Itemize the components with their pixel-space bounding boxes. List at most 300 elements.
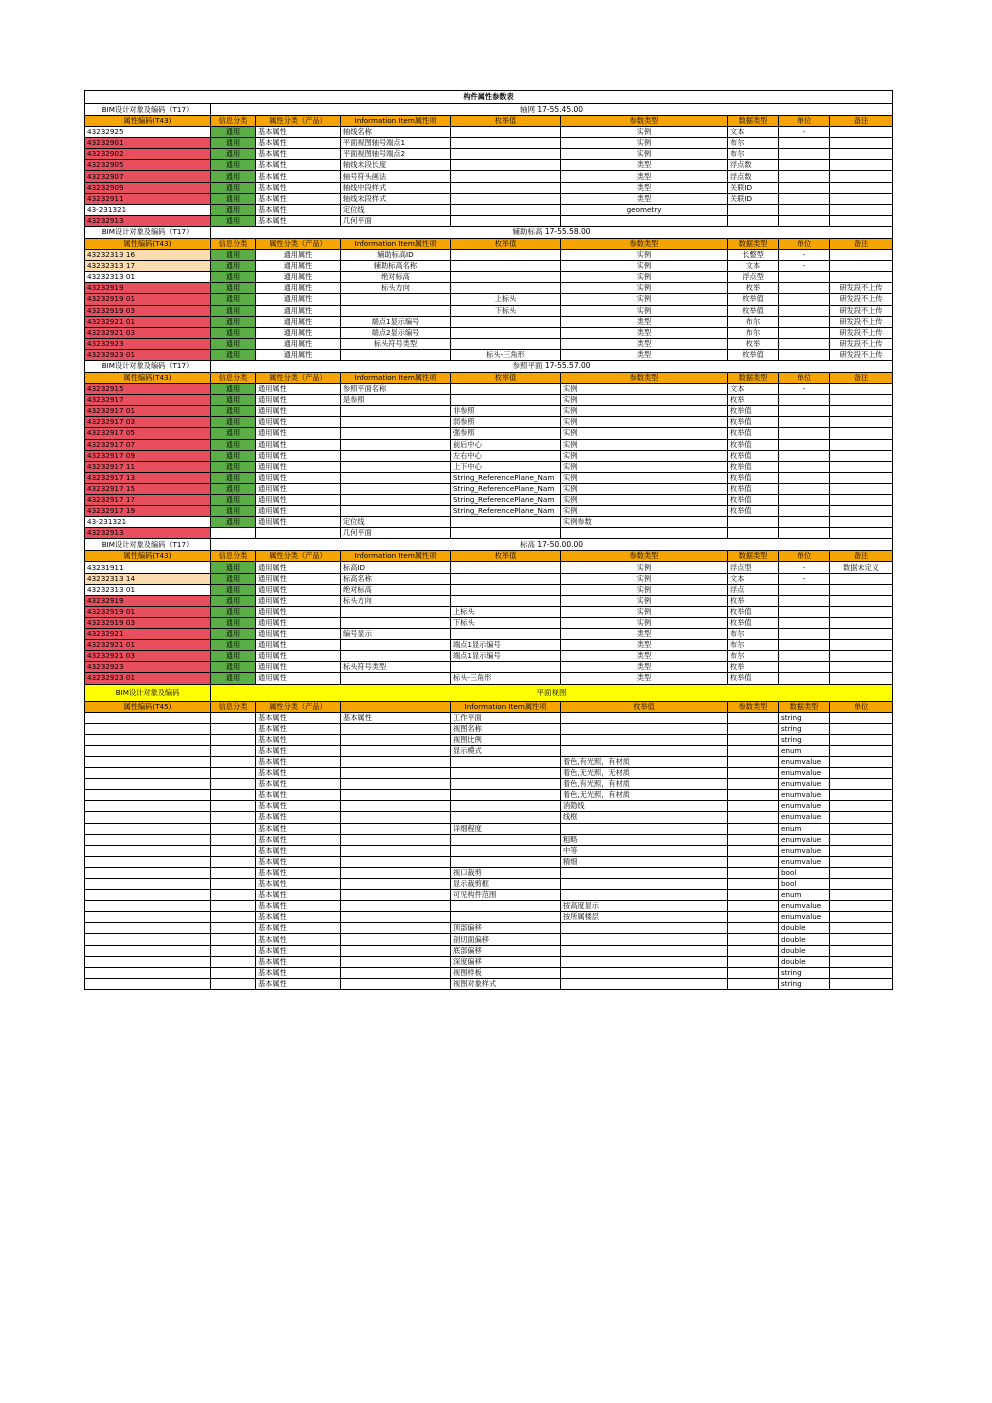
attribute-code: 43232901 [85, 138, 211, 149]
attribute-subcategory [341, 745, 451, 756]
data-type: bool [779, 879, 830, 890]
note [830, 417, 893, 428]
attribute-category: 基本属性 [256, 890, 341, 901]
param-type [728, 967, 779, 978]
attribute-category: 通用属性 [256, 673, 341, 684]
note: 研发段不上传 [830, 349, 893, 360]
table-row [85, 261, 893, 272]
enum-value: 下标头 [451, 305, 561, 316]
table-row [85, 483, 893, 494]
attribute-category: 基本属性 [256, 801, 341, 812]
enum-value [561, 745, 728, 756]
information-item [451, 856, 561, 867]
column-header: 属性分类（产品） [256, 551, 341, 562]
enum-value: 着色,无光照，有材质 [561, 790, 728, 801]
section-title-row [85, 360, 893, 372]
table-row [85, 215, 893, 226]
note [830, 149, 893, 160]
unit [779, 673, 830, 684]
table-row [85, 439, 893, 450]
information-item [341, 506, 451, 517]
param-type: 实例 [561, 428, 728, 439]
data-type: 关联ID [728, 193, 779, 204]
info-category [211, 756, 256, 767]
attribute-category: 基本属性 [256, 734, 341, 745]
column-header [341, 701, 451, 712]
param-type [728, 945, 779, 956]
info-category [211, 801, 256, 812]
info-category: 通用 [211, 461, 256, 472]
data-type: 枚举值 [728, 417, 779, 428]
column-header: Information Item属性项 [341, 238, 451, 249]
attribute-category: 基本属性 [256, 967, 341, 978]
attribute-subcategory [341, 856, 451, 867]
unit [779, 272, 830, 283]
info-category: 通用 [211, 406, 256, 417]
param-type [728, 912, 779, 923]
information-item: 底部偏移 [451, 945, 561, 956]
unit [779, 617, 830, 628]
attribute-category: 基本属性 [256, 193, 341, 204]
information-item [341, 450, 451, 461]
param-type: 类型 [561, 651, 728, 662]
attribute-category: 通用属性 [256, 384, 341, 395]
enum-value: 着色,有光照，有材质 [561, 756, 728, 767]
data-type: enumvalue [779, 901, 830, 912]
unit [830, 768, 893, 779]
info-category: 通用 [211, 495, 256, 506]
param-type: 实例 [561, 584, 728, 595]
param-type: 实例 [561, 294, 728, 305]
note [830, 182, 893, 193]
information-item: 是参照 [341, 395, 451, 406]
note [830, 428, 893, 439]
attribute-subcategory: 基本属性 [341, 712, 451, 723]
attribute-category: 基本属性 [256, 923, 341, 934]
table-row [85, 812, 893, 823]
table-row [85, 204, 893, 215]
enum-value [451, 261, 561, 272]
section-name: 参照平面 17-55.57.00 [211, 360, 893, 372]
attribute-code [85, 756, 211, 767]
attribute-code: 43232919 01 [85, 606, 211, 617]
column-header: 枚举值 [451, 551, 561, 562]
information-item [451, 834, 561, 845]
enum-value [451, 595, 561, 606]
enum-value [451, 528, 561, 539]
table-row [85, 349, 893, 360]
enum-value [561, 879, 728, 890]
info-category: 通用 [211, 417, 256, 428]
unit: - [779, 384, 830, 395]
unit [779, 215, 830, 226]
info-category: 通用 [211, 272, 256, 283]
unit [779, 138, 830, 149]
attribute-category: 基本属性 [256, 160, 341, 171]
param-type [561, 528, 728, 539]
info-category: 通用 [211, 439, 256, 450]
param-type [728, 867, 779, 878]
unit [779, 517, 830, 528]
attribute-subcategory [341, 923, 451, 934]
attribute-code [85, 890, 211, 901]
attribute-code: 43232913 [85, 215, 211, 226]
table-row [85, 327, 893, 338]
column-header: 数据类型 [728, 551, 779, 562]
note [830, 127, 893, 138]
information-item [451, 812, 561, 823]
table-row [85, 506, 893, 517]
info-category: 通用 [211, 149, 256, 160]
unit [779, 439, 830, 450]
attribute-category: 基本属性 [256, 978, 341, 989]
attribute-subcategory [341, 723, 451, 734]
unit [779, 506, 830, 517]
param-type: 实例 [561, 272, 728, 283]
attribute-category: 通用属性 [256, 573, 341, 584]
data-type: 布尔 [728, 149, 779, 160]
info-category [211, 790, 256, 801]
info-category [211, 812, 256, 823]
enum-value [451, 316, 561, 327]
unit: - [779, 573, 830, 584]
column-header: 属性编码(T43) [85, 116, 211, 127]
column-header: 枚举值 [561, 701, 728, 712]
attribute-code [85, 945, 211, 956]
unit [830, 845, 893, 856]
data-type: enumvalue [779, 768, 830, 779]
attribute-subcategory [341, 945, 451, 956]
enum-value [561, 923, 728, 934]
attribute-category: 通用属性 [256, 305, 341, 316]
attribute-category: 通用属性 [256, 261, 341, 272]
enum-value [451, 250, 561, 261]
enum-value [561, 967, 728, 978]
unit [779, 417, 830, 428]
info-category [211, 823, 256, 834]
note [830, 662, 893, 673]
attribute-code: 43232313 01 [85, 272, 211, 283]
column-header: 属性分类（产品） [256, 372, 341, 383]
param-type: 实例 [561, 606, 728, 617]
data-type: 文本 [728, 127, 779, 138]
information-item: 可见构件范围 [451, 890, 561, 901]
data-type: enumvalue [779, 801, 830, 812]
enum-value: 上标头 [451, 294, 561, 305]
attribute-category: 基本属性 [256, 823, 341, 834]
note [830, 517, 893, 528]
attribute-category: 基本属性 [256, 768, 341, 779]
data-type: double [779, 923, 830, 934]
information-item: 标头符号类型 [341, 338, 451, 349]
param-type: 实例 [561, 395, 728, 406]
param-type [728, 890, 779, 901]
attribute-category: 通用属性 [256, 651, 341, 662]
unit [779, 149, 830, 160]
param-type: 实例 [561, 573, 728, 584]
attribute-category: 基本属性 [256, 834, 341, 845]
data-type: 枚举 [728, 395, 779, 406]
data-type: enum [779, 890, 830, 901]
table-row [85, 867, 893, 878]
attribute-code: 43232913 [85, 528, 211, 539]
data-type: 长整型 [728, 250, 779, 261]
column-header: 信息分类 [211, 551, 256, 562]
information-item [341, 495, 451, 506]
attribute-code: 43232907 [85, 171, 211, 182]
column-header: 单位 [830, 701, 893, 712]
table-row [85, 629, 893, 640]
column-header-row [85, 116, 893, 127]
attribute-code [85, 923, 211, 934]
title-row [85, 91, 893, 104]
unit [779, 204, 830, 215]
enum-value [451, 149, 561, 160]
enum-value: 标头-三角形 [451, 673, 561, 684]
note [830, 272, 893, 283]
note [830, 472, 893, 483]
attribute-code: 43232313 01 [85, 584, 211, 595]
column-header: 参数类型 [561, 116, 728, 127]
info-category [211, 934, 256, 945]
data-type: 枚举值 [728, 439, 779, 450]
table-row [85, 384, 893, 395]
param-type: 实例 [561, 450, 728, 461]
enum-value: 前后中心 [451, 439, 561, 450]
data-type: 枚举值 [728, 428, 779, 439]
data-type [728, 528, 779, 539]
unit [830, 801, 893, 812]
column-header: 信息分类 [211, 372, 256, 383]
attribute-code: 43232917 11 [85, 461, 211, 472]
info-category [211, 978, 256, 989]
attribute-code [85, 912, 211, 923]
attribute-code: 43232917 19 [85, 506, 211, 517]
enum-value: 中等 [561, 845, 728, 856]
attribute-code [85, 768, 211, 779]
column-header: 参数类型 [561, 372, 728, 383]
section-name: 轴网 17-55.45.00 [211, 104, 893, 116]
enum-value [561, 734, 728, 745]
attribute-category: 通用属性 [256, 472, 341, 483]
attribute-code: 43232919 03 [85, 305, 211, 316]
info-category: 通用 [211, 517, 256, 528]
table-row [85, 305, 893, 316]
attribute-category: 基本属性 [256, 138, 341, 149]
table-row [85, 723, 893, 734]
information-item [341, 294, 451, 305]
attribute-category: 通用属性 [256, 250, 341, 261]
data-type: 布尔 [728, 327, 779, 338]
attribute-code: 43232902 [85, 149, 211, 160]
table-row [85, 461, 893, 472]
section-name: 平面视图 [211, 684, 893, 701]
param-type: 实例 [561, 495, 728, 506]
attribute-category: 通用属性 [256, 439, 341, 450]
table-row [85, 923, 893, 934]
enum-value [561, 712, 728, 723]
attribute-subcategory [341, 768, 451, 779]
unit [830, 745, 893, 756]
unit [830, 779, 893, 790]
attribute-code: 43232923 [85, 662, 211, 673]
table-row [85, 934, 893, 945]
column-header: 数据类型 [779, 701, 830, 712]
enum-value: 按所属楼层 [561, 912, 728, 923]
table-row [85, 801, 893, 812]
data-type: 浮点 [728, 584, 779, 595]
note [830, 673, 893, 684]
column-header: 备注 [830, 238, 893, 249]
table-row [85, 673, 893, 684]
info-category [211, 723, 256, 734]
data-type: enumvalue [779, 779, 830, 790]
attribute-category: 通用属性 [256, 349, 341, 360]
table-row [85, 712, 893, 723]
table-row [85, 294, 893, 305]
data-type: 布尔 [728, 629, 779, 640]
column-header: 数据类型 [728, 116, 779, 127]
column-header: 枚举值 [451, 372, 561, 383]
note: 研发段不上传 [830, 294, 893, 305]
note [830, 651, 893, 662]
attribute-category: 基本属性 [256, 945, 341, 956]
unit [779, 629, 830, 640]
column-header: 属性编码(T43) [85, 551, 211, 562]
data-type: 文本 [728, 261, 779, 272]
note [830, 629, 893, 640]
enum-value [451, 662, 561, 673]
information-item: 标头方向 [341, 595, 451, 606]
attribute-code: 43-231321 [85, 517, 211, 528]
attribute-code [85, 779, 211, 790]
info-category [211, 734, 256, 745]
enum-value [451, 215, 561, 226]
table-row [85, 250, 893, 261]
attribute-category: 通用属性 [256, 338, 341, 349]
attribute-code [85, 834, 211, 845]
unit [830, 734, 893, 745]
unit [779, 651, 830, 662]
attribute-category: 基本属性 [256, 812, 341, 823]
info-category: 通用 [211, 584, 256, 595]
section-left-label: BIM设计对象及编码（T17） [85, 360, 211, 372]
unit [779, 461, 830, 472]
attribute-category: 通用属性 [256, 562, 341, 573]
data-type: bool [779, 867, 830, 878]
attribute-category: 通用属性 [256, 483, 341, 494]
data-type: enumvalue [779, 756, 830, 767]
note [830, 495, 893, 506]
attribute-category: 通用属性 [256, 406, 341, 417]
info-category: 通用 [211, 294, 256, 305]
column-header: 备注 [830, 551, 893, 562]
enum-value [451, 384, 561, 395]
data-type: 布尔 [728, 651, 779, 662]
information-item: 辅助标高名称 [341, 261, 451, 272]
unit [830, 901, 893, 912]
attribute-code: 43232911 [85, 193, 211, 204]
enum-value [561, 978, 728, 989]
table-row [85, 845, 893, 856]
info-category: 通用 [211, 617, 256, 628]
unit [830, 867, 893, 878]
attribute-category: 通用属性 [256, 495, 341, 506]
param-type: geometry [561, 204, 728, 215]
data-type: 枚举值 [728, 617, 779, 628]
attribute-subcategory [341, 779, 451, 790]
attribute-category: 基本属性 [256, 756, 341, 767]
column-header: 数据类型 [728, 372, 779, 383]
table-row [85, 779, 893, 790]
data-type: double [779, 934, 830, 945]
unit [779, 528, 830, 539]
table-row [85, 428, 893, 439]
info-category: 通用 [211, 428, 256, 439]
param-type: 类型 [561, 349, 728, 360]
information-item: 视图比例 [451, 734, 561, 745]
table-row [85, 573, 893, 584]
info-category [211, 867, 256, 878]
attribute-code: 43232917 13 [85, 472, 211, 483]
attribute-subcategory [341, 890, 451, 901]
enum-value [451, 272, 561, 283]
param-type: 实例 [561, 617, 728, 628]
table-row [85, 472, 893, 483]
attribute-category: 通用属性 [256, 629, 341, 640]
info-category [211, 901, 256, 912]
attribute-category: 基本属性 [256, 956, 341, 967]
attribute-subcategory [341, 834, 451, 845]
enum-value [561, 956, 728, 967]
data-type: 枚举 [728, 662, 779, 673]
attribute-code: 43232313 16 [85, 250, 211, 261]
section-name: 辅助标高 17-55.58.00 [211, 226, 893, 238]
enum-value [451, 204, 561, 215]
section-title-row [85, 539, 893, 551]
enum-value [561, 867, 728, 878]
table-row [85, 640, 893, 651]
section-left-label: BIM设计对象及编码 [85, 684, 211, 701]
enum-value [451, 138, 561, 149]
table-row [85, 584, 893, 595]
information-item: 端点1显示编号 [341, 316, 451, 327]
param-type [728, 779, 779, 790]
note [830, 261, 893, 272]
enum-value: 上下中心 [451, 461, 561, 472]
unit [830, 934, 893, 945]
note: 数据未定义 [830, 562, 893, 573]
information-item [341, 472, 451, 483]
attribute-category: 基本属性 [256, 901, 341, 912]
enum-value: 标头-三角形 [451, 349, 561, 360]
unit [779, 584, 830, 595]
enum-value: 左右中心 [451, 450, 561, 461]
data-type [728, 215, 779, 226]
param-type: 类型 [561, 160, 728, 171]
param-type [728, 856, 779, 867]
attribute-code: 43232313 17 [85, 261, 211, 272]
unit [830, 956, 893, 967]
attribute-subcategory [341, 956, 451, 967]
info-category: 通用 [211, 595, 256, 606]
note: 研发段不上传 [830, 338, 893, 349]
unit [779, 182, 830, 193]
note [830, 573, 893, 584]
enum-value [451, 573, 561, 584]
note [830, 483, 893, 494]
table-row [85, 834, 893, 845]
